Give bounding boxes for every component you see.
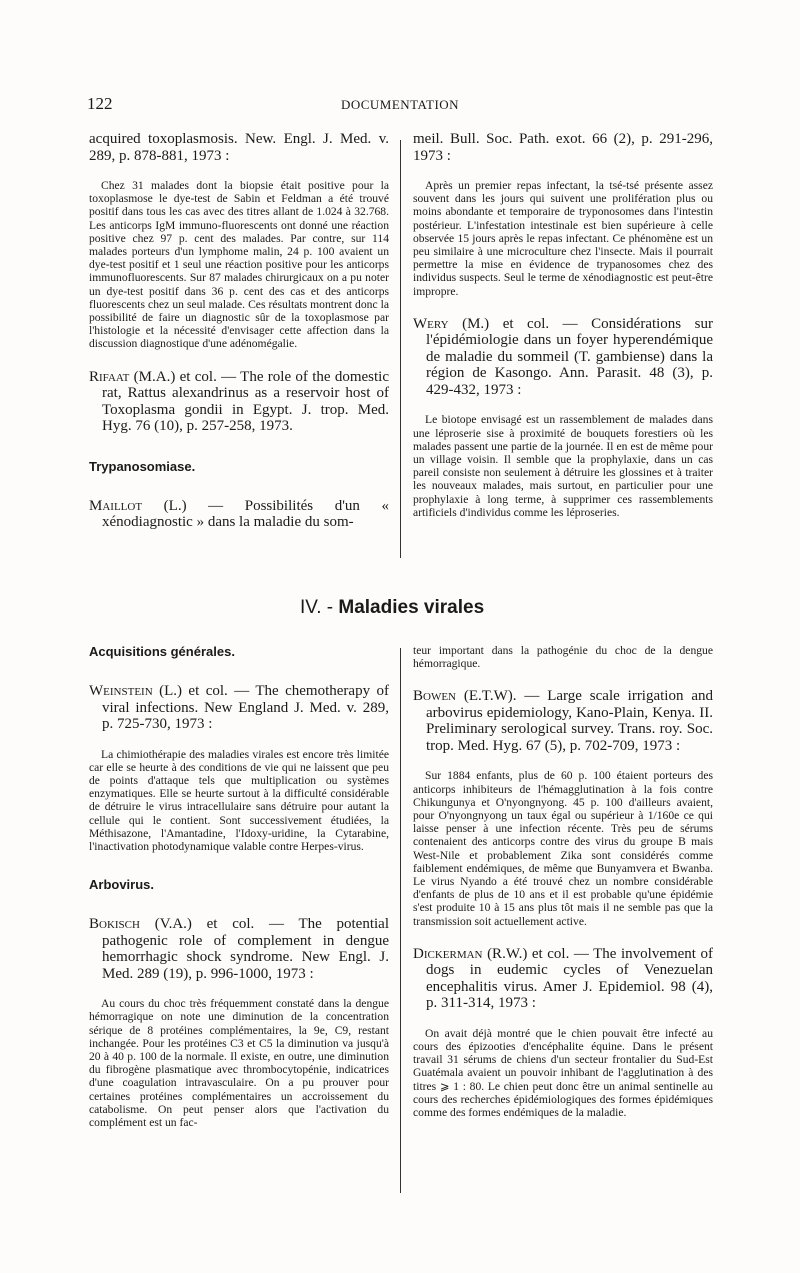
column-top-left xyxy=(89,131,389,531)
author-name: Bowen xyxy=(413,688,456,705)
author-name: Maillot xyxy=(89,497,143,514)
entry-abstract: Sur 1884 enfants, plus de 60 p. 100 étaient porteurs des anticorps inhibiteurs de l'hémagglutination à la fois contre Chikungunya et O'nyongnyong. 45 p. 100 d'ailleurs avaient, pour O'nyongnyong un taux égal ou supérieur à 1/160e ce qui laisse penser à une infection récente. Très peu de sérums contenaient des anticorps contre des virus du groupe B mais West-Nile et probablement Zika sont considérés comme faiblement endémiques, de même que Bunyamvera et Bwanba. Le virus Nyando a été trouvé chez un nombre considérable d'enfants de plus de 10 ans et il est probable qu'une épidémie s'est produite 10 à 15 ans plus tôt mais il ne semble pas que la transmission soit actuellement active. xyxy=(413,769,713,928)
entry-citation-dickerman xyxy=(413,946,713,1012)
entry-abstract: Le biotope envisagé est un rassemblement de malades dans une léproserie sise à proximité de bouquets forestiers où les malades passent une partie de la journée. Il en est de même pour un village voisin. Il semble que la prophylaxie, dans un cas pareil consiste non seulement à détruire les glossines et à traiter les nouveaux malades, mais surtout, en particulier pour une prophylaxie à long terme, à supprimer ces rassemblements artificiels d'individus comme les léproseries. xyxy=(413,413,713,519)
author-name: Bokisch xyxy=(89,916,140,933)
entry-citation-bokisch xyxy=(89,916,389,982)
column-divider-top xyxy=(400,140,401,558)
entry-abstract-continued: teur important dans la pathogénie du choc de la dengue hémorragique. xyxy=(413,644,713,671)
entry-citation-continued: acquired toxoplasmosis. New. Engl. J. Med. v. 289, p. 878-881, 1973 : xyxy=(89,131,389,164)
column-top-right xyxy=(413,131,713,519)
entry-citation-wery xyxy=(413,316,713,399)
entry-abstract: On avait déjà montré que le chien pouvait être infecté au cours des épizooties d'encéphalite équine. Dans le présent travail 31 sérums de chiens d'un secteur frontalier du Sud-Est Guatémala avaient un pouvoir inhibant de l'agglutination à des titres ⩾ 1 : 80. Le chien peut donc être un animal sentinelle au cours des recherches épidémiologiques des formes épidémiques comme des formes endémiques de la maladie. xyxy=(413,1026,713,1120)
citation-text: (E.T.W). — Large scale irrigation and arbovirus epidemiology, Kano-Plain, Kenya. II. Preliminary serological survey. Trans. roy. Soc. trop. Med. Hyg. 67 (5), p. 702-709, 1973 : xyxy=(426,688,714,754)
entry-citation-bowen xyxy=(413,688,713,754)
column-bottom-left xyxy=(89,644,389,1129)
citation-text: (V.A.) et col. — The potential pathogenic role of complement in dengue hemorrhagic shock syndrome. New Engl. J. Med. 289 (19), p. 996-1000, 1973 : xyxy=(102,916,389,982)
citation-text: (L.) et col. — The chemotherapy of viral infections. New England J. Med. v. 289, p. 725-730, 1973 : xyxy=(102,683,390,732)
citation-text: (M.A.) et col. — The role of the domestic rat, Rattus alexandrinus as a reservoir host of Toxoplasma gondii in Egypt. J. trop. Med. Hyg. 76 (10), p. 257-258, 1973. xyxy=(102,368,390,435)
author-name: Weinstein xyxy=(89,683,153,699)
citation-text: (L.) — Possibilités d'un « xénodiagnostic » dans la maladie du som- xyxy=(102,497,389,531)
entry-citation-continued: meil. Bull. Soc. Path. exot. 66 (2), p. 291-296, 1973 : xyxy=(413,131,713,164)
section-heading-acquisitions: Acquisitions générales. xyxy=(89,644,235,659)
citation-text: (R.W.) et col. — The involvement of dogs in eudemic cycles of Venezuelan encephalitis virus. Amer J. Epidemiol. 98 (4), p. 311-314, 1973 : xyxy=(426,945,713,1012)
entry-abstract: Au cours du choc très fréquemment constaté dans la dengue hémorragique on note une diminution de la concentration sérique de 8 protéines complémentaires, la 9e, C9, restant inchangée. Pour les protéines C3 et C5 la diminution va jusqu'à 20 à 40 p. 100 de la normale. Il existe, en outre, une diminution du fibrogène plasmatique avec thrombocytopénie, indicatrices d'une coagulation intravasculaire. On a pu prouver pour certaines protéines complémentaires un accroissement du catabolisme. On peut penser alors que l'activation du complément est un fac- xyxy=(89,997,389,1129)
entry-citation-maillot xyxy=(89,498,389,531)
author-name: Dickerman xyxy=(413,945,483,962)
chapter-heading xyxy=(300,597,484,619)
running-head: DOCUMENTATION xyxy=(340,97,460,112)
section-heading-arbovirus: Arbovirus. xyxy=(89,877,155,893)
column-bottom-right xyxy=(413,644,713,1119)
author-name: Rifaat xyxy=(89,368,130,385)
entry-citation-weinstein xyxy=(89,683,389,733)
chapter-number: IV. - xyxy=(300,597,334,618)
column-divider-bottom xyxy=(400,648,401,1193)
entry-abstract: Après un premier repas infectant, la tsé-tsé présente assez souvent dans les jours qui suivent une prolifération plus ou moins abondante et temporaire de tryponosomes dans l'intestin postérieur. L'infestation intestinale est bien supérieure à celle observée 15 jours après le repas infectant. Ce phénomène est un peu similaire à une microculture chez l'insecte. Mais il pourrait permettre la mise en évidence de trypanosomes chez des individus suspects. Seul le terme de xénodiagnostic est peut-être impropre. xyxy=(413,179,713,298)
entry-abstract: Chez 31 malades dont la biopsie était positive pour la toxoplasmose le dye-test de Sabin et Feldman a été trouvé positif dans tous les cas avec des titres allant de 1.024 à 32.768. Les anticorps IgM immuno-fluorescents ont donné une réaction positive chez 97 p. cent des malades. Par contre, sur 114 malades porteurs d'un lymphome malin, 24 p. 100 avaient un dye-test positif et 1 seul une réaction positive pour les anticorps immunofluorescents. Sur 87 malades chirurgicaux on a pu noter un dye-test positif dans 36 p. cent des cas et des anticorps fluorescents chez un seul malade. Ces résultats montrent donc la possibilité de faire un diagnostic sûr de la toxoplasmose par l'histologie et la nécessité d'envisager cette affection dans la discussion diagnostique d'une adénomégalie. xyxy=(89,179,389,351)
entry-citation-rifaat xyxy=(89,369,389,435)
citation-text: (M.) et col. — Considérations sur l'épidémiologie dans un foyer hyperendémique de maladie du sommeil (T. gambiense) dans la région de Kasongo. Ann. Parasit. 48 (3), p. 429-432, 1973 : xyxy=(426,315,714,398)
author-name: Wery xyxy=(413,315,449,332)
entry-abstract: La chimiothérapie des maladies virales est encore très limitée car elle se heurte à des conditions de vie qui ne laissent que peu de points d'attaque tels que multiplication ou systèmes enzymatiques. Elle se heurte surtout à la difficulté considérable de détruire le virus intracellulaire sans détruire pour autant la cellule qui le contient. Sont successivement étudiées, la Méthisazone, l'Amantadine, l'Idoxy-uridine, la Cytarabine, l'inactivation photodynamique valable contre Herpes-virus. xyxy=(89,747,389,853)
section-heading-trypanosomiase: Trypanosomiase. xyxy=(89,458,196,474)
page-number: 122 xyxy=(87,94,113,113)
chapter-title: Maladies virales xyxy=(338,597,485,618)
